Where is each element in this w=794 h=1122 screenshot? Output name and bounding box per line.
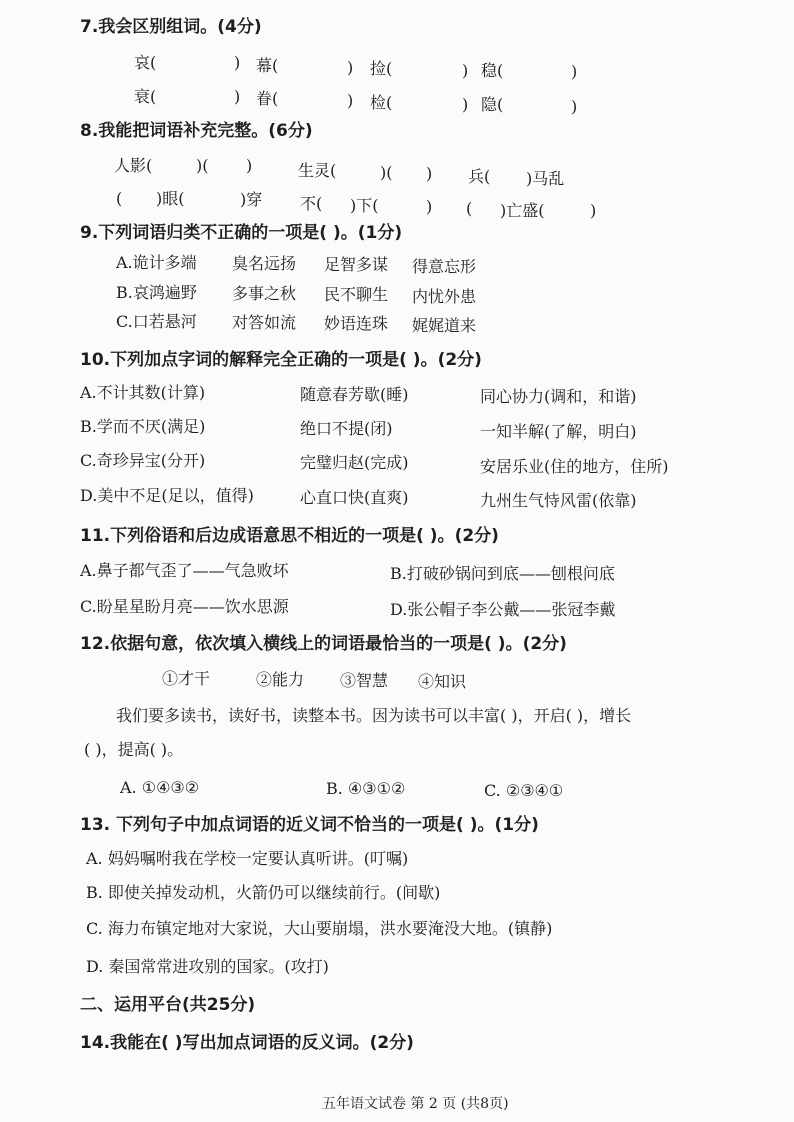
- q10-item: C.奇珍异宝(分开): [80, 451, 206, 470]
- q7-cell: ): [462, 61, 469, 80]
- question-13-option-c: C. 海力布镇定地对大家说，大山要崩塌，洪水要淹没大地。(镇静): [86, 919, 553, 938]
- q7-cell: 稳(: [481, 61, 504, 80]
- q7-cell: 衰(: [134, 87, 157, 106]
- q8-cell: (: [116, 189, 123, 208]
- q10-item: 九州生气恃风雷(依靠): [480, 491, 637, 510]
- q8-cell: )(: [196, 156, 209, 175]
- q8-cell: ): [426, 197, 433, 216]
- q12-choice: ④知识: [418, 672, 467, 691]
- question-9-title: 9.下列词语归类不正确的一项是( )。(1分): [80, 223, 403, 243]
- q7-cell: 哀(: [134, 53, 157, 72]
- q12-choice: ②能力: [256, 670, 305, 689]
- q10-item: A.不计其数(计算): [80, 383, 206, 402]
- q7-cell: ): [347, 58, 354, 77]
- q9-word: A.诡计多端: [116, 253, 197, 272]
- q8-cell: ): [426, 164, 433, 183]
- q11-item: A.鼻子都气歪了——气急败坏: [80, 561, 289, 580]
- question-13-option-a: A. 妈妈嘱咐我在学校一定要认真听讲。(叮嘱): [86, 849, 409, 868]
- q10-item: 完璧归赵(完成): [300, 453, 409, 472]
- section-2-heading: 二、运用平台(共25分): [80, 995, 256, 1015]
- q7-cell: 捡(: [370, 59, 393, 78]
- q9-word: 民不聊生: [324, 285, 389, 304]
- q8-cell: 人影(: [114, 156, 153, 175]
- q8-cell: 兵(: [468, 167, 491, 186]
- q12-option: C. ②③④①: [484, 781, 564, 800]
- question-12-sentence: 我们要多读书，读好书，读整本书。因为读书可以丰富( )，开启( )，增长: [116, 706, 632, 725]
- question-7-title: 7.我会区别组词。(4分): [80, 17, 262, 37]
- q7-cell: ): [234, 53, 241, 72]
- q10-item: 心直口快(直爽): [300, 488, 409, 507]
- q10-item: B.学而不厌(满足): [80, 417, 206, 436]
- q8-cell: )亡盛(: [500, 201, 545, 220]
- q7-cell: ): [347, 91, 354, 110]
- q8-cell: ): [590, 201, 597, 220]
- q10-item: 一知半解(了解，明白): [480, 422, 637, 441]
- q7-cell: ): [571, 97, 578, 116]
- q9-word: 多事之秋: [232, 284, 297, 303]
- question-12-title: 12.依据句意，依次填入横线上的词语最恰当的一项是( )。(2分): [80, 634, 567, 654]
- q9-word: 足智多谋: [324, 255, 389, 274]
- q12-choice: ①才干: [162, 669, 211, 688]
- q9-word: 臭名远扬: [232, 254, 297, 273]
- q8-cell: )穿: [240, 190, 263, 209]
- q8-cell: (: [466, 199, 473, 218]
- q9-word: B.哀鸿遍野: [116, 283, 197, 302]
- question-13-option-b: B. 即使关掉发动机，火箭仍可以继续前行。(间歇): [86, 883, 441, 902]
- q9-word: 妙语连珠: [324, 314, 389, 333]
- q7-cell: 检(: [370, 93, 393, 112]
- question-12-sentence-cont: ( )，提高( )。: [84, 740, 184, 759]
- q12-option: B. ④③①②: [326, 779, 406, 798]
- q8-cell: )眼(: [156, 189, 185, 208]
- q7-cell: 幕(: [256, 56, 279, 75]
- q9-word: 内忧外患: [412, 287, 477, 306]
- question-13-option-d: D. 秦国常常进攻别的国家。(攻打): [86, 957, 329, 976]
- q10-item: 绝口不提(闭): [300, 419, 393, 438]
- q9-word: C.口若悬河: [116, 312, 197, 331]
- question-10-title: 10.下列加点字词的解释完全正确的一项是( )。(2分): [80, 350, 482, 370]
- q11-item: C.盼星星盼月亮——饮水思源: [80, 597, 289, 616]
- q8-cell: )下(: [350, 196, 379, 215]
- question-11-title: 11.下列俗语和后边成语意思不相近的一项是( )。(2分): [80, 526, 499, 546]
- question-13-title: 13. 下列句子中加点词语的近义词不恰当的一项是( )。(1分): [80, 815, 539, 835]
- q10-item: 同心协力(调和，和谐): [480, 387, 637, 406]
- q7-cell: ): [234, 87, 241, 106]
- page-footer: 五年语文试卷 第 2 页 (共8页): [322, 1096, 509, 1112]
- q9-word: 对答如流: [232, 313, 297, 332]
- q10-item: 随意春芳歇(睡): [300, 385, 409, 404]
- q9-word: 得意忘形: [412, 257, 477, 276]
- q7-cell: 隐(: [481, 95, 504, 114]
- q8-cell: 不(: [300, 194, 323, 213]
- q10-item: D.美中不足(足以，值得): [80, 486, 254, 505]
- q8-cell: )马乱: [526, 169, 565, 188]
- q8-cell: 生灵(: [298, 161, 337, 180]
- q8-cell: )(: [380, 163, 393, 182]
- q7-cell: 眷(: [256, 89, 279, 108]
- q11-item: D.张公帽子李公戴——张冠李戴: [390, 600, 616, 619]
- q12-choice: ③智慧: [340, 671, 389, 690]
- q8-cell: ): [246, 156, 253, 175]
- q11-item: B.打破砂锅问到底——刨根问底: [390, 564, 615, 583]
- q9-word: 娓娓道来: [412, 316, 477, 335]
- q7-cell: ): [462, 95, 469, 114]
- q12-option: A. ①④③②: [120, 778, 200, 797]
- question-14-title: 14.我能在( )写出加点词语的反义词。(2分): [80, 1033, 414, 1053]
- q10-item: 安居乐业(住的地方，住所): [480, 457, 669, 476]
- question-8-title: 8.我能把词语补充完整。(6分): [80, 121, 313, 141]
- q7-cell: ): [571, 62, 578, 81]
